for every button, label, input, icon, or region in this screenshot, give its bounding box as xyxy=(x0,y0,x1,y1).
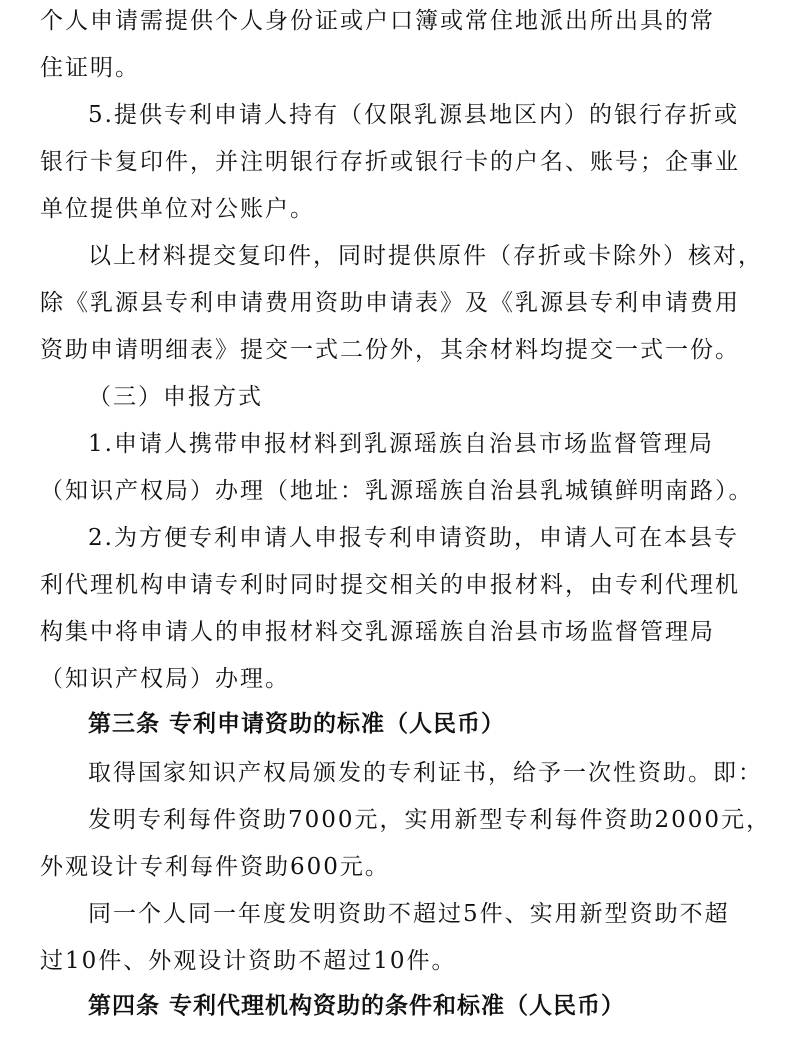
text-line-21: 过10件、外观设计资助不超过10件。 xyxy=(40,948,457,974)
text-line-7: 除《乳源县专利申请费用资助申请表》及《乳源县专利申请费用 xyxy=(40,290,740,316)
text-line-17: 取得国家知识产权局颁发的专利证书，给予一次性资助。即： xyxy=(88,760,763,786)
text-line-15: （知识产权局）办理。 xyxy=(40,666,290,692)
text-line-12: 2.为方便专利申请人申报专利申请资助，申请人可在本县专 xyxy=(88,525,739,551)
text-line-14: 构集中将申请人的申报材料交乳源瑶族自治县市场监督管理局 xyxy=(40,619,715,645)
text-line-4: 银行卡复印件，并注明银行存折或银行卡的户名、账号；企事业 xyxy=(40,149,740,175)
text-line-1: 个人申请需提供个人身份证或户口簿或常住地派出所出具的常 xyxy=(40,8,715,34)
text-line-3: 5.提供专利申请人持有（仅限乳源县地区内）的银行存折或 xyxy=(88,102,739,128)
text-line-6: 以上材料提交复印件，同时提供原件（存折或卡除外）核对， xyxy=(88,243,763,269)
section-heading: （三）申报方式 xyxy=(88,384,263,410)
text-line-8: 资助申请明细表》提交一式二份外，其余材料均提交一式一份。 xyxy=(40,337,740,363)
text-line-5: 单位提供单位对公账户。 xyxy=(40,196,315,222)
text-line-20: 同一个人同一年度发明资助不超过5件、实用新型资助不超 xyxy=(88,901,730,927)
article-four-heading: 第四条 专利代理机构资助的条件和标准（人民币） xyxy=(88,993,626,1019)
text-line-11: （知识产权局）办理（地址：乳源瑶族自治县乳城镇鲜明南路）。 xyxy=(40,478,754,504)
article-three-heading: 第三条 专利申请资助的标准（人民币） xyxy=(88,711,506,737)
text-line-18: 发明专利每件资助7000元，实用新型专利每件资助2000元， xyxy=(88,807,772,833)
text-line-19: 外观设计专利每件资助600元。 xyxy=(40,854,390,880)
text-line-13: 利代理机构申请专利时同时提交相关的申报材料，由专利代理机 xyxy=(40,572,740,598)
text-line-2: 住证明。 xyxy=(40,55,140,81)
text-line-10: 1.申请人携带申报材料到乳源瑶族自治县市场监督管理局 xyxy=(88,431,714,457)
